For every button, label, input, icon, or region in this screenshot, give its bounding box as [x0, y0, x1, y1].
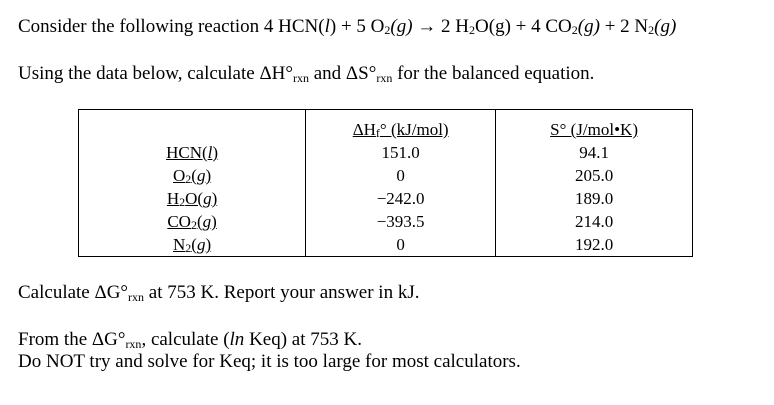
entropy-value: 192.0 — [574, 235, 614, 254]
species-row: HCN(l) — [166, 143, 219, 162]
enthalpy-value: −242.0 — [376, 189, 425, 208]
thermo-data-table — [78, 109, 693, 257]
species-row: $O_2(g)$ — [173, 166, 212, 186]
entropy-value: 189.0 — [574, 189, 614, 208]
entropy-value: 94.1 — [579, 143, 609, 162]
enthalpy-value: 0 — [396, 166, 405, 185]
enthalpy-value: −393.5 — [376, 212, 425, 231]
entropy-value: 214.0 — [574, 212, 614, 231]
gibbs-question: Calculate $\Delta G^\circ_{rxn}$ at 753 K. Report your answer in kJ. — [18, 282, 420, 304]
lnk-question: From the $\Delta G^\circ_{rxn}$, calculate (ln Keq) at 753 K. — [18, 329, 362, 351]
entropy-header: S° (J/mol•K) — [550, 120, 638, 139]
enthalpy-header: $\Delta H_f^\circ$ (kJ/mol) — [352, 120, 449, 140]
species-row: $CO_2(g)$ — [167, 212, 217, 232]
enthalpy-value: 151.0 — [381, 143, 420, 162]
warning-note: Do NOT try and solve for Keq; it is too large for most calculators. — [18, 351, 521, 372]
species-row: $N_2(g)$ — [173, 235, 212, 255]
species-column — [79, 110, 306, 257]
reaction-equation: Consider the following reaction 4 HCN(l) + 5 $O_2(g) \to 2$ $H_2O(g) + 4$ $CO_2(g) + 2$ $N_2(g)$ — [18, 16, 677, 37]
entropy-column — [496, 110, 693, 257]
instruction-text: Using the data below, calculate $\Delta H^\circ_{rxn}$ and $\Delta S^\circ_{rxn}$ for the balanced equation. — [18, 63, 595, 85]
enthalpy-value: 0 — [396, 235, 405, 254]
enthalpy-column — [306, 110, 496, 257]
species-row: $H_2O(g)$ — [166, 189, 218, 209]
entropy-value: 205.0 — [574, 166, 614, 185]
